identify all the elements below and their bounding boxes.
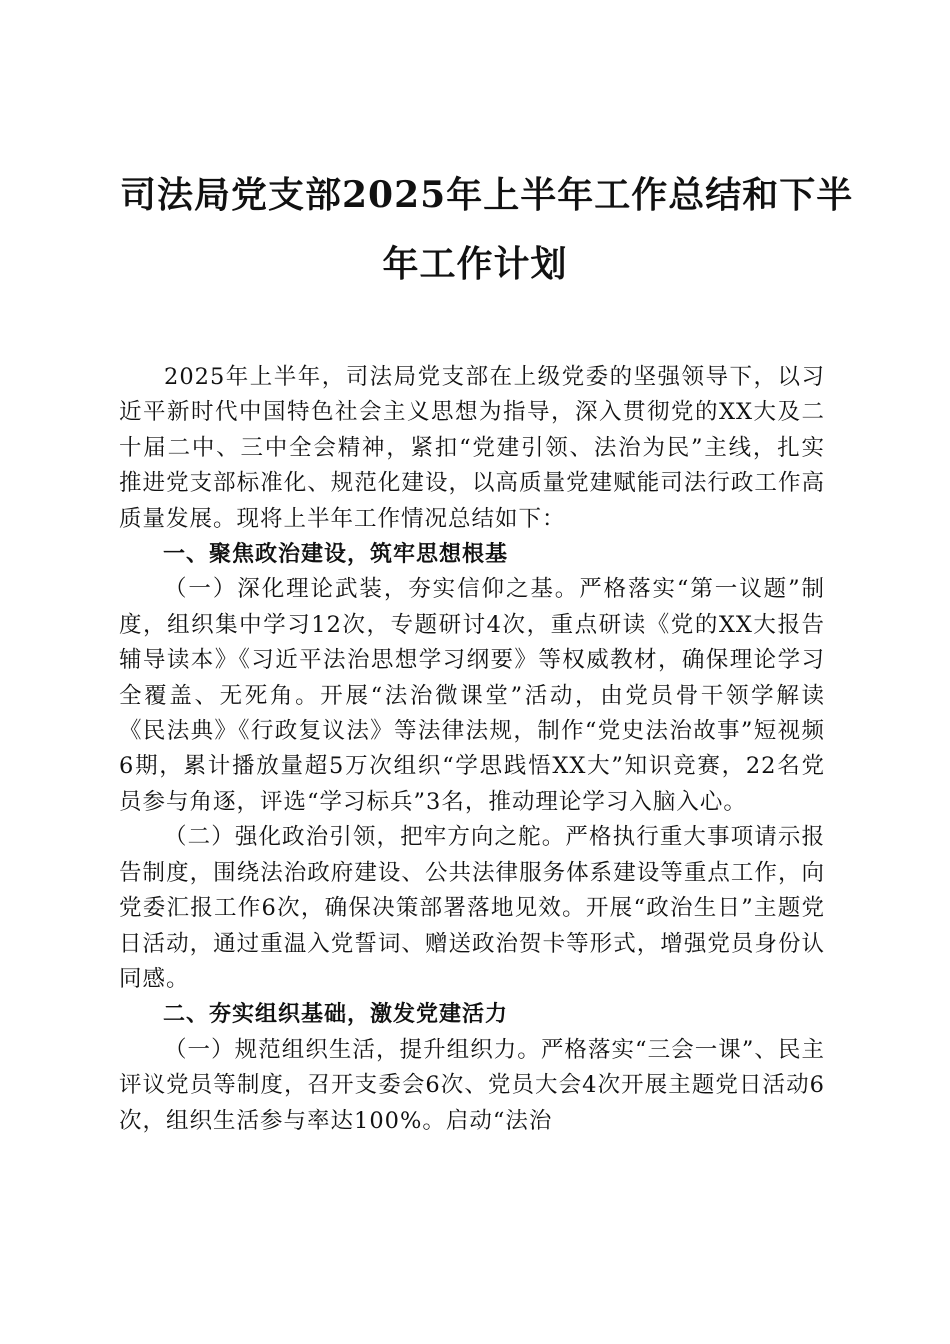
section-1-item-2: （二）强化政治引领，把牢方向之舵。严格执行重大事项请示报告制度，围绕法治政府建设、公共法律服务体系建设等重点工作，向党委汇报工作6次，确保决策部署落地见效。开展“政治生日”主题党日活动，通过重温入党誓词、赠送政治贺卡等形式，增强党员身份认同感。 (119, 824, 825, 992)
intro-paragraph: 2025年上半年，司法局党支部在上级党委的坚强领导下，以习近平新时代中国特色社会主义思想为指导，深入贯彻党的XX大及二十届二中、三中全会精神，紧扣“党建引领、法治为民”主线，扎实推进党支部标准化、规范化建设，以高质量党建赋能司法行政工作高质量发展。现将上半年工作情况总结如下： (119, 364, 825, 532)
section-heading-2: 二、夯实组织基础，激发党建活力 (163, 1002, 509, 1028)
document-title-line-1: 司法局党支部2025年上半年工作总结和下半 (120, 174, 854, 216)
section-heading-1: 一、聚焦政治建设，筑牢思想根基 (163, 542, 509, 568)
section-2-item-1: （一）规范组织生活，提升组织力。严格落实“三会一课”、民主评议党员等制度，召开支委会6次、党员大会4次开展主题党日活动6次，组织生活参与率达100%。启动“法治 (119, 1036, 825, 1134)
document-body (119, 360, 825, 1139)
document-title-line-2: 年工作计划 (382, 243, 568, 285)
section-1-item-1: （一）深化理论武装，夯实信仰之基。严格落实“第一议题”制度，组织集中学习12次，专题研讨4次，重点研读《党的XX大报告辅导读本》《习近平法治思想学习纲要》等权威教材，确保理论学习全覆盖、无死角。开展“法治微课堂”活动，由党员骨干领学解读《民法典》《行政复议法》等法律法规，制作“党史法治故事”短视频6期，累计播放量超5万次组织“学思践悟XX大”知识竞赛，22名党员参与角逐，评选“学习标兵”3名，推动理论学习入脑入心。 (119, 576, 825, 815)
